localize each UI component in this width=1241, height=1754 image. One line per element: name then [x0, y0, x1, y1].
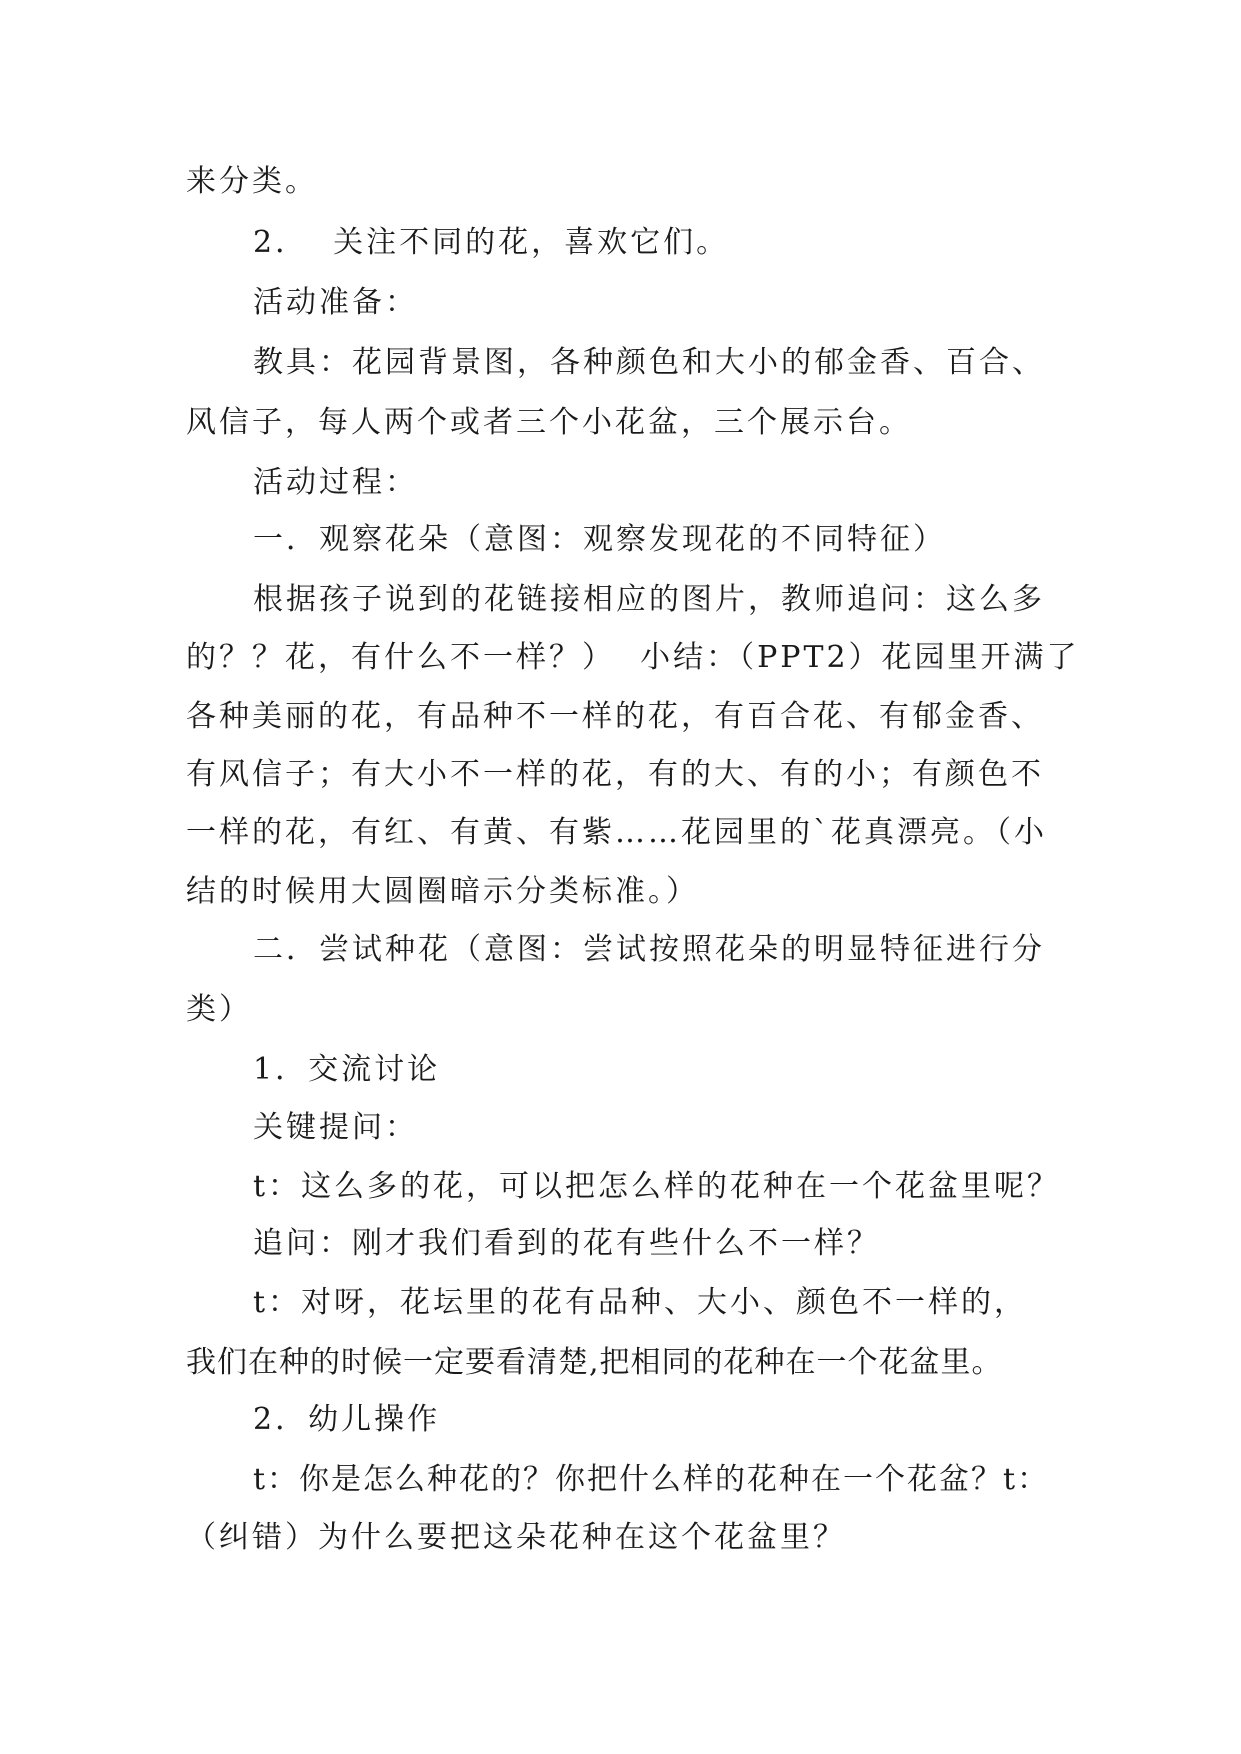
text-line: （纠错）为什么要把这朵花种在这个花盆里？: [186, 1520, 846, 1555]
text-line: 来分类。: [186, 164, 318, 199]
text-line: 我们在种的时候一定要看清楚,把相同的花种在一个花盆里。: [186, 1345, 1003, 1380]
subsection-heading: 二．尝试种花（意图：尝试按照花朵的明显特征进行分: [253, 932, 1045, 967]
text-line: t：这么多的花，可以把怎么样的花种在一个花盆里呢？: [253, 1169, 1061, 1204]
text-line: 结的时候用大圆圈暗示分类标准。）: [186, 874, 699, 909]
subsection-heading: 一．观察花朵（意图：观察发现花的不同特征）: [253, 522, 946, 557]
text-line: 一样的花，有红、有黄、有紫……花园里的`花真漂亮。（小: [186, 815, 1047, 850]
text-line: 有风信子；有大小不一样的花，有的大、有的小；有颜色不: [186, 757, 1044, 792]
text-line: t：你是怎么种花的？你把什么样的花种在一个花盆？t：: [253, 1462, 1050, 1497]
text-line: 追问：刚才我们看到的花有些什么不一样？: [253, 1226, 880, 1261]
text-line: 各种美丽的花，有品种不一样的花，有百合花、有郁金香、: [186, 699, 1044, 734]
text-line: 根据孩子说到的花链接相应的图片，教师追问：这么多: [253, 582, 1045, 617]
text-line: 教具：花园背景图，各种颜色和大小的郁金香、百合、: [253, 345, 1045, 380]
step-heading: 1．交流讨论: [253, 1052, 441, 1087]
text-line: 关键提问：: [253, 1110, 418, 1145]
text-line: t：对呀，花坛里的花有品种、大小、颜色不一样的，: [253, 1285, 1028, 1320]
section-heading: 活动准备：: [253, 285, 418, 320]
text-line: 的？？花，有什么不一样？） 小结：（PPT2）花园里开满了: [186, 640, 1080, 675]
text-line: 2． 关注不同的花，喜欢它们。: [253, 225, 730, 260]
text-line: 类）: [186, 992, 252, 1027]
text-line: 风信子，每人两个或者三个小花盆，三个展示台。: [186, 405, 912, 440]
section-heading: 活动过程：: [253, 465, 418, 500]
step-heading: 2．幼儿操作: [253, 1402, 441, 1437]
